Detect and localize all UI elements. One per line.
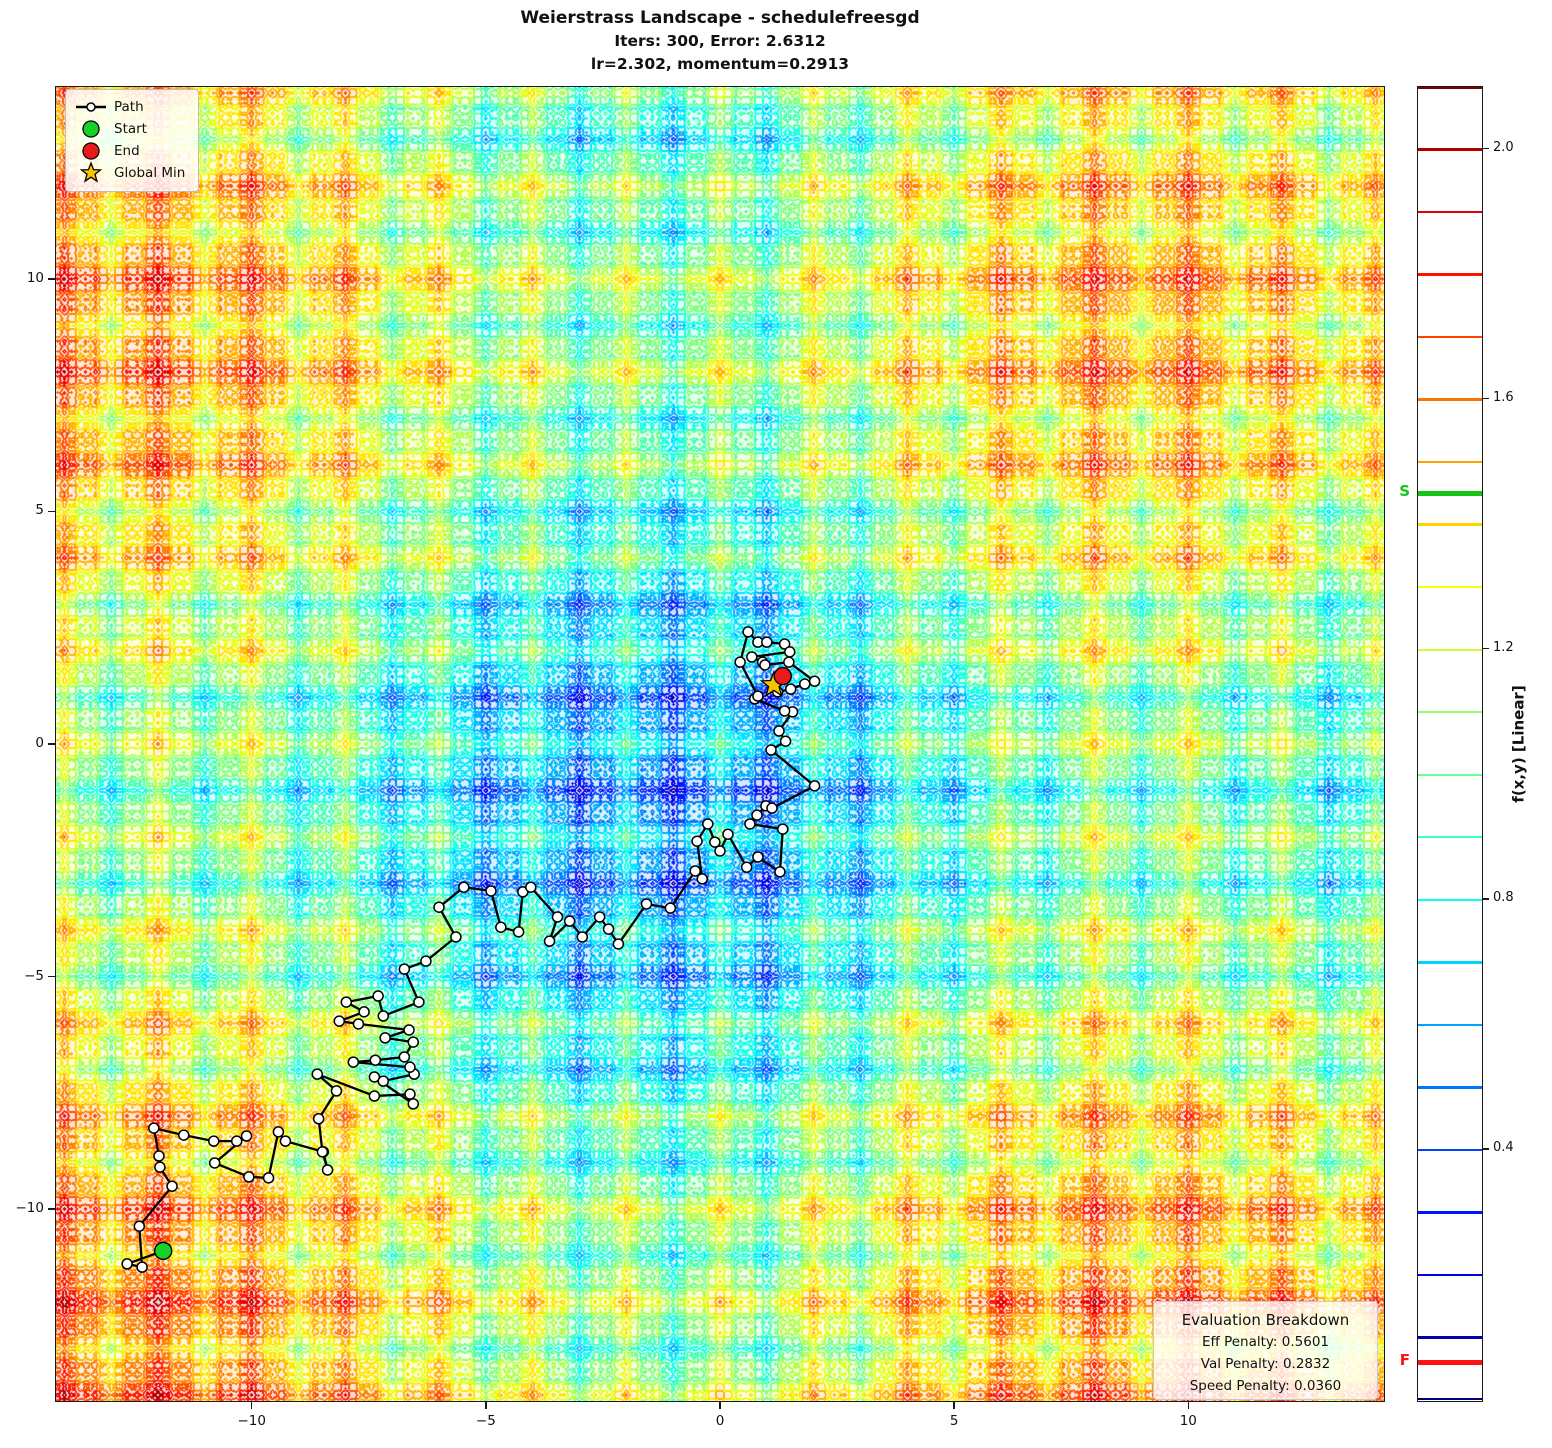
path-point-marker [408,1037,418,1047]
path-point-marker [331,1086,341,1096]
path-point-marker [810,781,820,791]
path-point-marker [399,1052,409,1062]
colorbar-level-line [1418,774,1482,776]
global-min-star-icon [74,161,108,185]
path-point-marker [370,1055,380,1065]
optimization-path-layer [55,86,1385,1402]
colorbar-level-line [1418,398,1482,400]
colorbar-tick-mark [1482,148,1489,149]
legend-label-end: End [114,143,140,159]
colorbar-level-line [1418,836,1482,838]
path-point-marker [743,627,753,637]
path-point-marker [244,1172,254,1182]
legend-item-global-min [74,162,190,184]
chart-title-block [55,6,1385,76]
path-point-marker [348,1057,358,1067]
path-point-marker [137,1262,147,1272]
y-tick-label: −10 [15,1200,44,1217]
path-point-marker [595,912,605,922]
colorbar-tick-mark [1482,398,1489,399]
evaluation-breakdown-box [1153,1301,1378,1400]
path-point-marker [314,1114,324,1124]
path-point-marker [359,1007,369,1017]
colorbar-level-line [1418,87,1482,89]
path-point-marker [353,1019,363,1029]
chart-title: Weierstrass Landscape - schedulefreesgd [520,8,920,28]
colorbar-tick-label: 2.0 [1493,139,1514,155]
path-point-marker [780,706,790,716]
path-point-marker [752,810,762,820]
path-point-marker [778,824,788,834]
colorbar-tick-label: 1.2 [1493,639,1514,655]
path-point-marker [552,912,562,922]
path-point-marker [604,924,614,934]
path-point-marker [405,1062,415,1072]
path-point-marker [514,927,524,937]
path-point-marker [317,1147,327,1157]
y-tick-label: −5 [24,967,44,984]
path-point-marker [526,882,536,892]
x-tick-mark [485,1402,486,1409]
colorbar [1417,86,1483,1402]
legend-item-path [74,96,190,118]
legend [65,89,199,192]
colorbar-tick-mark [1482,648,1489,649]
colorbar-level-line [1418,899,1482,901]
path-point-marker [167,1181,177,1191]
path-point-marker [697,874,707,884]
colorbar-level-line [1418,586,1482,588]
path-point-marker [341,997,351,1007]
path-point-marker [408,1099,418,1109]
colorbar-level-line [1418,1336,1482,1338]
legend-label-path: Path [114,99,144,115]
path-point-marker [242,1131,252,1141]
path-point-marker [745,819,755,829]
x-tick-label: 10 [1179,1413,1197,1429]
colorbar-level-line [1418,273,1482,275]
path-point-marker [545,936,555,946]
colorbar-level-line [1418,211,1482,213]
path-point-marker [486,886,496,896]
path-point-marker [565,916,575,926]
y-tick-label: 5 [35,502,44,519]
path-point-marker [692,836,702,846]
colorbar-level-line [1418,523,1482,525]
legend-item-start [74,118,190,140]
chart-subtitle-iters-error: Iters: 300, Error: 2.6312 [614,32,826,50]
evaluation-breakdown-title: Evaluation Breakdown [1181,1311,1350,1329]
path-point-marker [577,932,587,942]
x-tick-label: 5 [949,1413,959,1429]
path-point-marker [665,903,675,913]
end-marker [774,668,791,685]
y-tick-label: 10 [26,269,44,286]
y-tick-mark [48,1208,55,1209]
legend-label-global-min: Global Min [114,165,186,181]
speed-penalty-line: Speed Penalty: 0.0360 [1189,1378,1342,1394]
start-dot-icon [74,119,108,139]
legend-item-end [74,140,190,162]
path-point-marker [715,846,725,856]
path-line [127,632,815,1267]
path-point-marker [323,1165,333,1175]
path-point-marker [451,932,461,942]
colorbar-start-line [1418,491,1482,496]
colorbar-tick-label: 0.8 [1493,889,1514,905]
legend-label-start: Start [114,121,147,137]
path-point-marker [496,922,506,932]
x-tick-mark [719,1402,720,1409]
colorbar-start-flag: S [1399,482,1410,501]
path-point-marker [613,939,623,949]
path-point-marker [434,902,444,912]
path-point-marker [459,882,469,892]
colorbar-tick-label: 1.6 [1493,389,1514,405]
path-point-marker [369,1091,379,1101]
colorbar-level-line [1418,336,1482,338]
x-tick-mark [251,1402,252,1409]
path-point-marker [405,1089,415,1099]
x-tick-label: −10 [237,1413,266,1429]
path-point-marker [414,997,424,1007]
path-point-marker [404,1025,414,1035]
colorbar-level-line [1418,461,1482,463]
path-point-marker [641,899,651,909]
path-point-marker [742,862,752,872]
path-point-marker [723,829,733,839]
y-tick-mark [48,743,55,744]
path-point-marker [781,736,791,746]
x-tick-label: −5 [475,1413,496,1429]
path-point-marker [378,1076,388,1086]
y-tick-mark [48,278,55,279]
path-point-marker [703,819,713,829]
colorbar-tick-mark [1482,898,1489,899]
path-point-marker [735,657,745,667]
path-point-marker [334,1016,344,1026]
path-point-marker [753,691,763,701]
colorbar-level-line [1418,1274,1482,1276]
x-tick-mark [1188,1402,1189,1409]
path-point-marker [753,852,763,862]
path-point-marker [209,1136,219,1146]
colorbar-tick-label: 0.4 [1493,1139,1514,1155]
val-penalty-line: Val Penalty: 0.2832 [1200,1356,1331,1372]
path-point-marker [399,964,409,974]
colorbar-end-line [1418,1360,1482,1365]
path-point-marker [149,1123,159,1133]
end-dot-icon [74,141,108,161]
path-point-marker [800,679,810,689]
path-point-marker [134,1221,144,1231]
colorbar-level-line [1418,961,1482,963]
colorbar-axis-label-wrap [1489,86,1549,1402]
y-tick-label: 0 [35,735,44,751]
colorbar-level-line [1418,649,1482,651]
colorbar-level-line [1418,148,1482,150]
colorbar-level-line [1418,1086,1482,1088]
path-point-marker [122,1259,132,1269]
start-marker [155,1242,172,1259]
colorbar-level-line [1418,1024,1482,1026]
path-point-marker [155,1162,165,1172]
path-point-marker [378,1011,388,1021]
path-point-marker [232,1136,242,1146]
path-point-marker [154,1151,164,1161]
path-point-marker [179,1130,189,1140]
path-point-marker [747,652,757,662]
chart-subtitle-hyperparams: lr=2.302, momentum=0.2913 [590,55,850,73]
path-point-marker [264,1173,274,1183]
colorbar-level-line [1418,1211,1482,1213]
eff-penalty-line: Eff Penalty: 0.5601 [1201,1334,1330,1350]
path-point-marker [766,745,776,755]
path-point-marker [312,1069,322,1079]
path-point-marker [210,1158,220,1168]
path-point-marker [760,660,770,670]
path-point-marker [784,657,794,667]
colorbar-tick-mark [1482,1148,1489,1149]
path-point-marker [786,684,796,694]
x-tick-mark [953,1402,954,1409]
colorbar-level-line [1418,711,1482,713]
path-point-marker [421,956,431,966]
path-point-marker [785,647,795,657]
colorbar-axis-label: f(x,y) [Linear] [1510,685,1528,803]
colorbar-end-flag: F [1399,1351,1410,1370]
path-line-icon [74,101,108,113]
y-tick-mark [48,511,55,512]
path-point-marker [373,991,383,1001]
path-point-marker [380,1033,390,1043]
x-tick-label: 0 [715,1413,725,1429]
y-tick-mark [48,976,55,977]
path-point-marker [775,867,785,877]
path-point-marker [762,637,772,647]
path-point-marker [273,1127,283,1137]
path-point-marker [767,803,777,813]
colorbar-level-line [1418,1149,1482,1151]
path-point-marker [280,1136,290,1146]
colorbar-level-line [1418,1398,1482,1400]
path-point-marker [774,726,784,736]
path-point-marker [810,676,820,686]
